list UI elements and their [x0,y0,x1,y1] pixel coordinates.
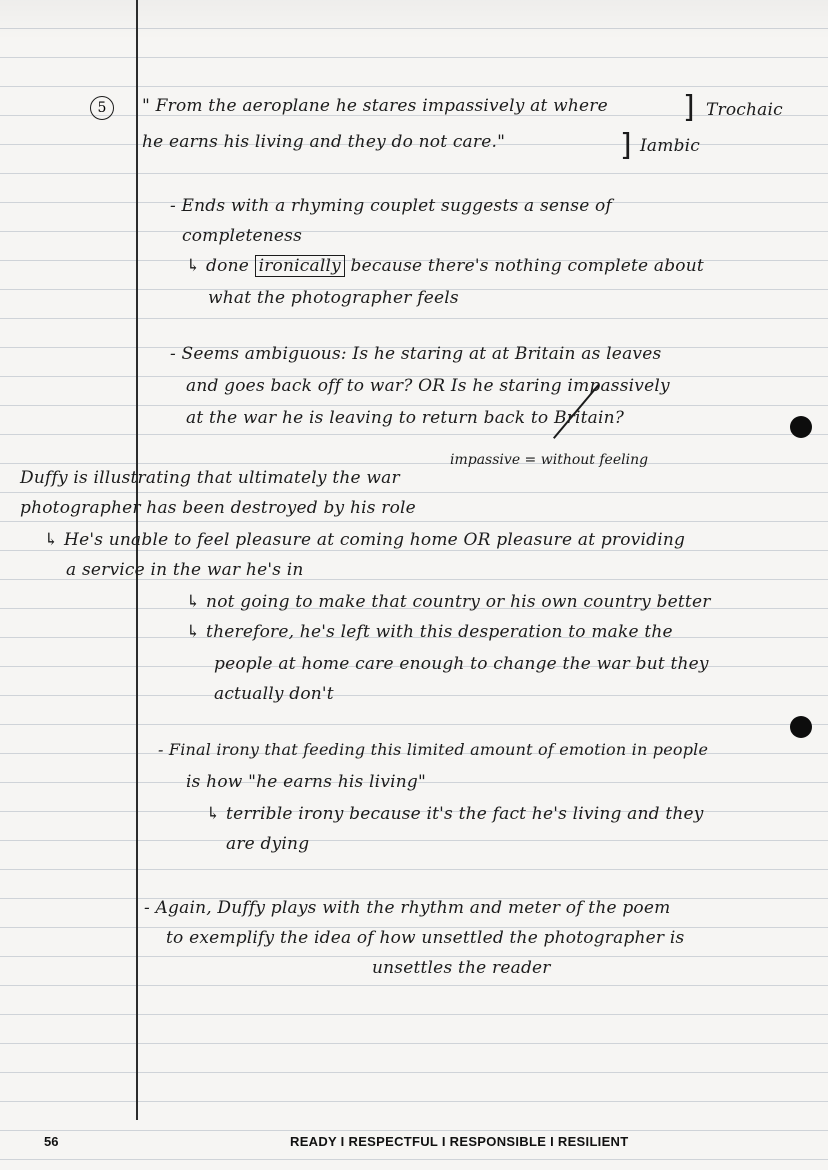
bullet-4-line-1: - Again, Duffy plays with the rhythm and meter of the poem [144,898,671,918]
bullet-1-line-1: - Ends with a rhyming couplet suggests a sense of [170,196,612,216]
bullet-1-line-2: completeness [182,226,303,246]
paragraph-line-1: Duffy is illustrating that ultimately the war [20,468,400,488]
point-number: 5 [90,96,114,120]
bullet-4-line-2: to exemplify the idea of how unsettled the photographer is [166,928,685,948]
bullet-3-line-2: is how "he earns his living" [186,772,427,792]
paragraph-line-5: ↳ not going to make that country or his own country better [186,592,711,612]
bullet-1-line-3-rest: because there's nothing complete about [350,256,704,276]
page-number: 56 [44,1134,59,1149]
paragraph-line-7: people at home care enough to change the war but they [214,654,709,674]
bullet-4-line-3: unsettles the reader [372,958,551,978]
bullet-1-line-3 [186,256,704,276]
arrow-text: ↳ done [186,256,249,276]
bullet-3-line-4: are dying [226,834,310,854]
paragraph-line-6: ↳ therefore, he's left with this desperation to make the [186,622,673,642]
bracket-icon: ] [683,90,695,125]
paragraph-line-3: ↳ He's unable to feel pleasure at coming home OR pleasure at providing [44,530,686,550]
bullet-1-line-4: what the photographer feels [208,288,459,308]
impassive-annotation: impassive = without feeling [450,452,649,468]
quote-line-2: he earns his living and they do not care." [142,132,506,152]
school-motto: READY I RESPECTFUL I RESPONSIBLE I RESILIENT [290,1134,629,1149]
ironically-box: ironically [255,255,345,277]
quote-line-1: " From the aeroplane he stares impassively at where [142,96,608,116]
bullet-2-line-1: - Seems ambiguous: Is he staring at at Britain as leaves [170,344,662,364]
paragraph-line-8: actually don't [214,684,334,704]
iambic-label: Iambic [640,136,701,156]
trochaic-label: Trochaic [706,100,783,120]
bullet-dot-icon [790,416,812,438]
bullet-2-line-3: at the war he is leaving to return back to Britain? [186,408,625,428]
bullet-3-line-3: ↳ terrible irony because it's the fact he's living and they [206,804,704,824]
bullet-2-line-2: and goes back off to war? OR Is he staring impassively [186,376,670,396]
paragraph-line-2: photographer has been destroyed by his role [20,498,416,518]
paragraph-line-4: a service in the war he's in [66,560,304,580]
bullet-dot-icon [790,716,812,738]
bullet-3-line-1: - Final irony that feeding this limited amount of emotion in people [158,740,709,759]
bracket-icon: ] [620,128,632,163]
page-footer [0,1134,828,1156]
